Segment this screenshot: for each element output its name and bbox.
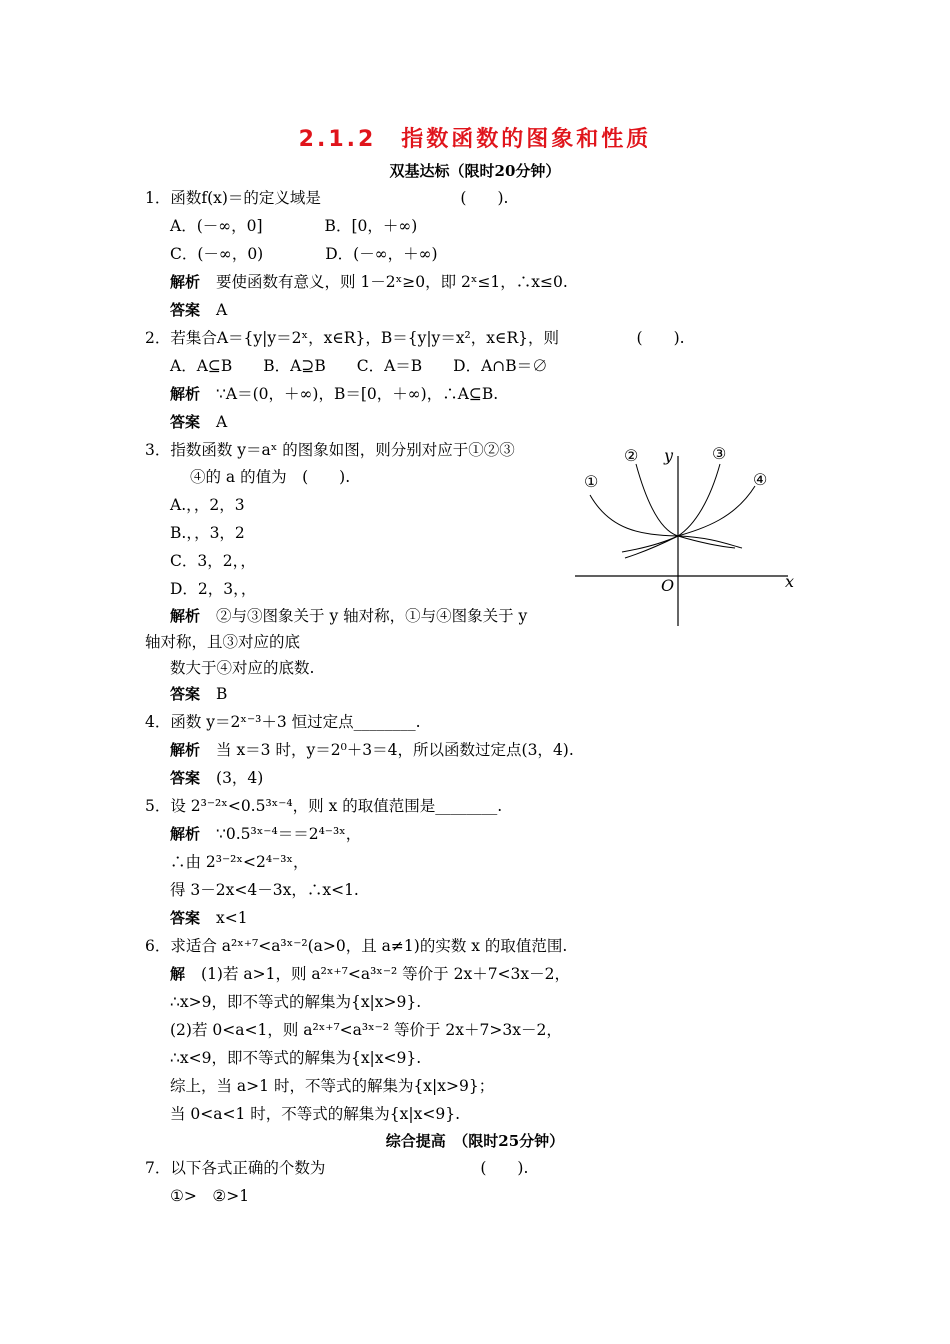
curve-2 bbox=[636, 464, 735, 548]
problem-2-answer: 答案 A bbox=[170, 413, 228, 431]
problem-2-analysis: 解析 ∵A＝(0，＋∞)，B＝[0，＋∞)，∴A⊆B. bbox=[170, 385, 499, 403]
problem-1-options-cd: C．(－∞，0) D．(－∞，＋∞) bbox=[170, 245, 438, 263]
problem-5-answer: 答案 x<1 bbox=[170, 909, 248, 927]
problem-3-analysis-cont2: 数大于④对应的底数. bbox=[170, 659, 315, 677]
problem-5-analysis: 解析 ∵0.5³ˣ⁻⁴＝＝2⁴⁻³ˣ， bbox=[170, 825, 362, 843]
problem-2-options: A．A⊆B B．A⊇B C．A＝B D．A∩B＝∅ bbox=[170, 357, 548, 375]
problem-5-analysis-cont2: 得 3－2x<4－3x，∴x<1. bbox=[170, 881, 359, 899]
problem-3-cont: ④的 a 的值为 ( ). bbox=[190, 468, 351, 486]
problem-3-analysis-cont1: 轴对称，且③对应的底 bbox=[145, 633, 301, 651]
analysis-label: 解析 bbox=[170, 607, 201, 625]
analysis-label: 解析 bbox=[170, 273, 201, 291]
problem-6-solution-4: ∴x<9，即不等式的解集为{x|x<9}. bbox=[170, 1049, 422, 1067]
problem-1: 1．函数f(x)＝的定义域是 ( ). bbox=[145, 189, 509, 207]
problem-1-analysis: 解析 要使函数有意义，则 1－2ˣ≥0，即 2ˣ≤1，∴x≤0. bbox=[170, 273, 568, 291]
y-axis-label: y bbox=[664, 446, 674, 465]
problem-4-analysis: 解析 当 x＝3 时，y＝2⁰＋3＝4，所以函数过定点(3，4). bbox=[170, 741, 574, 759]
problem-4: 4．函数 y＝2ˣ⁻³＋3 恒过定点________. bbox=[145, 713, 421, 731]
problem-6-solution-1: 解 (1)若 a>1，则 a²ˣ⁺⁷<a³ˣ⁻² 等价于 2x＋7<3x－2， bbox=[170, 965, 571, 983]
analysis-label: 解析 bbox=[170, 741, 201, 759]
curve-label-3: ③ bbox=[712, 444, 727, 463]
problem-7-items: ①> ②>1 bbox=[170, 1187, 250, 1205]
curve-1 bbox=[590, 495, 742, 548]
solution-label: 解 bbox=[170, 965, 186, 983]
problem-2: 2．若集合A＝{y|y＝2ˣ，x∈R}，B＝{y|y＝x²，x∈R}，则 ( ). bbox=[145, 329, 685, 347]
problem-7: 7．以下各式正确的个数为 ( ). bbox=[145, 1159, 529, 1177]
answer-label: 答案 bbox=[170, 301, 201, 319]
problem-4-answer: 答案 (3，4) bbox=[170, 769, 264, 787]
origin-label: O bbox=[661, 576, 675, 595]
problem-5: 5．设 2³⁻²ˣ<0.5³ˣ⁻⁴，则 x 的取值范围是________. bbox=[145, 797, 503, 815]
analysis-label: 解析 bbox=[170, 385, 201, 403]
x-axis-label: x bbox=[785, 572, 795, 591]
answer-label: 答案 bbox=[170, 685, 201, 703]
problem-6-solution-6: 当 0<a<1 时，不等式的解集为{x|x<9}. bbox=[170, 1105, 460, 1123]
problem-1-answer: 答案 A bbox=[170, 301, 228, 319]
exponential-graph-figure bbox=[570, 440, 810, 630]
answer-label: 答案 bbox=[170, 769, 201, 787]
problem-6-solution-2: ∴x>9，即不等式的解集为{x|x>9}. bbox=[170, 993, 422, 1011]
problem-3: 3．指数函数 y＝aˣ 的图象如图，则分别对应于①②③ bbox=[145, 441, 515, 459]
problem-3-option-b: B.，，3，2 bbox=[170, 524, 245, 542]
curve-label-4: ④ bbox=[753, 470, 768, 489]
problem-3-analysis: 解析 ②与③图象关于 y 轴对称，①与④图象关于 y bbox=[170, 607, 528, 625]
problem-3-option-a: A.，，2，3 bbox=[170, 496, 245, 514]
analysis-label: 解析 bbox=[170, 825, 201, 843]
problem-3-option-c: C．3，2，， bbox=[170, 552, 256, 570]
problem-6: 6．求适合 a²ˣ⁺⁷<a³ˣ⁻²(a>0，且 a≠1)的实数 x 的取值范围. bbox=[145, 937, 568, 955]
answer-label: 答案 bbox=[170, 413, 201, 431]
problem-6-solution-3: (2)若 0<a<1，则 a²ˣ⁺⁷<a³ˣ⁻² 等价于 2x＋7>3x－2， bbox=[170, 1021, 562, 1039]
problem-6-solution-5: 综上，当 a>1 时，不等式的解集为{x|x>9}； bbox=[170, 1077, 495, 1095]
answer-label: 答案 bbox=[170, 909, 201, 927]
curve-label-1: ① bbox=[584, 472, 599, 491]
section-heading-comprehensive: 综合提高 （限时25分钟） bbox=[385, 1132, 565, 1150]
page-title: 2.1.2 指数函数的图象和性质 bbox=[298, 127, 652, 152]
problem-5-analysis-cont1: ∴由 2³⁻²ˣ<2⁴⁻³ˣ， bbox=[170, 853, 309, 871]
problem-3-answer: 答案 B bbox=[170, 685, 228, 703]
curve-label-2: ② bbox=[624, 446, 639, 465]
problem-1-options-ab: A．(－∞，0] B．[0，＋∞) bbox=[170, 217, 418, 235]
problem-3-option-d: D．2，3，， bbox=[170, 580, 257, 598]
section-heading-basic: 双基达标（限时20分钟） bbox=[389, 162, 561, 180]
